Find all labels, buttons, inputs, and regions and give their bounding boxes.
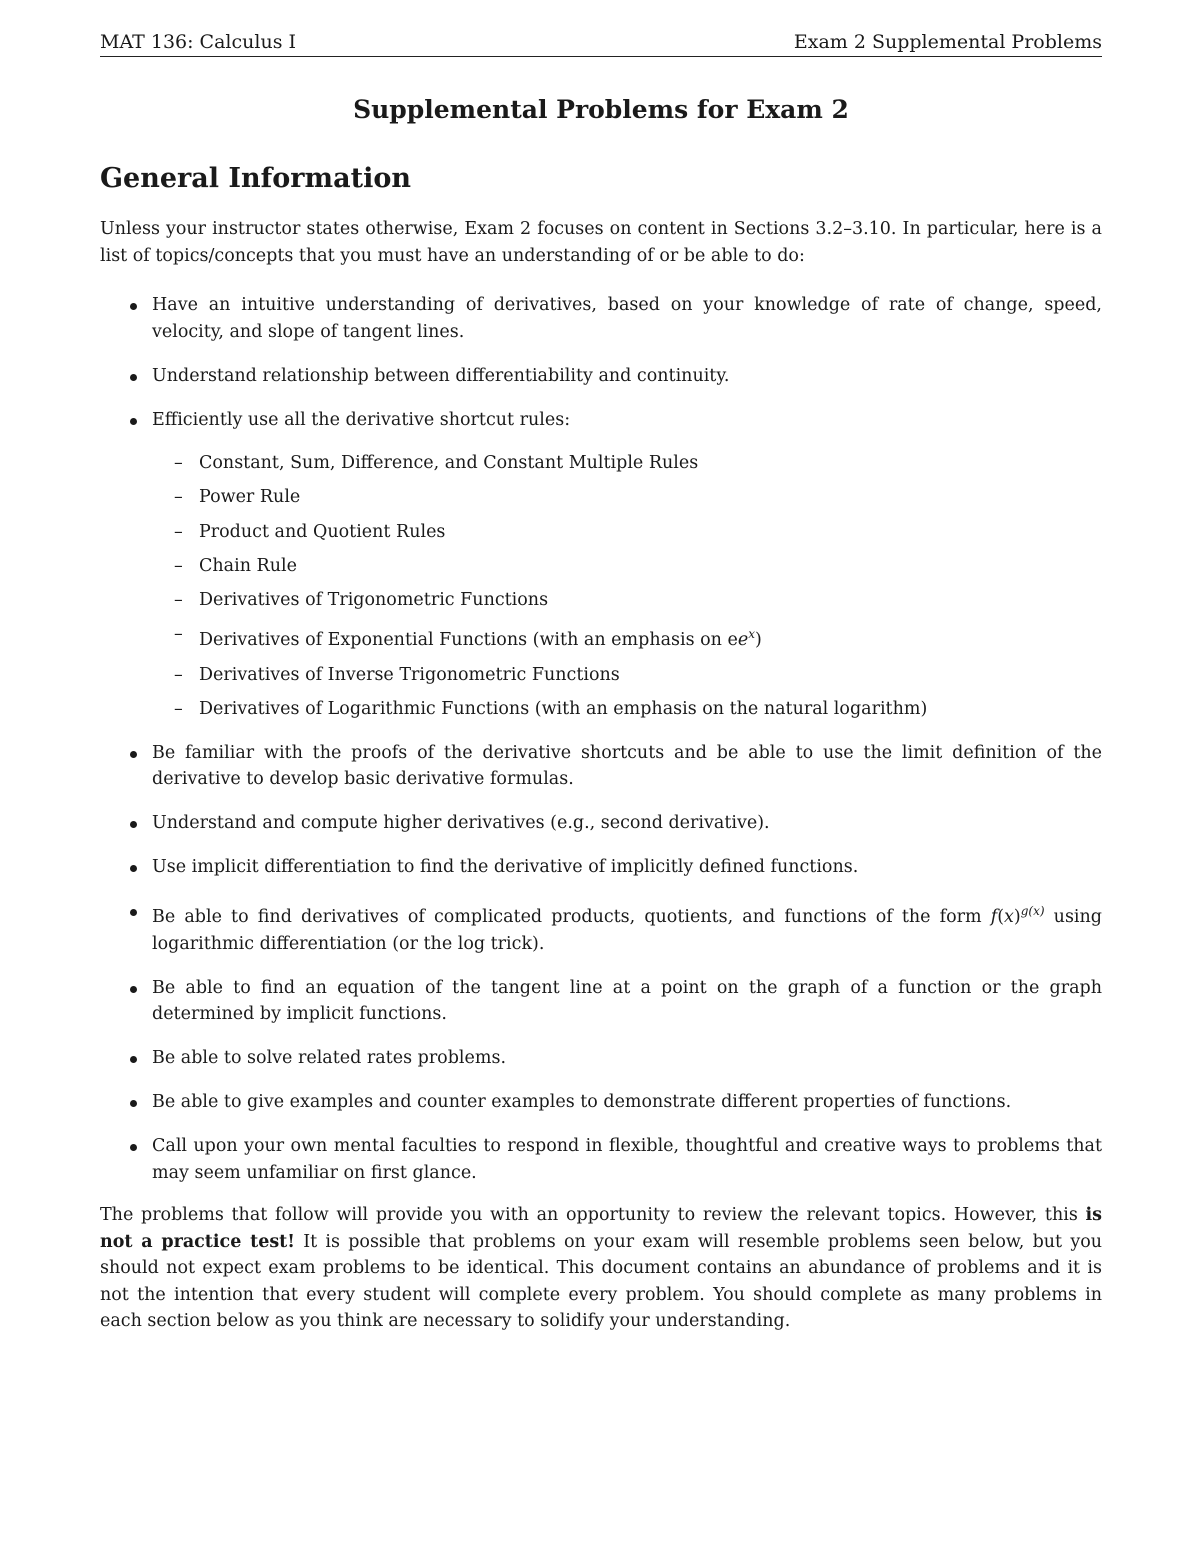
rule-item	[152, 484, 1102, 511]
log-diff-after: using logarithmic differentiation (or the log trick).	[152, 907, 1102, 954]
bullet-icon	[130, 303, 137, 310]
rule-item	[152, 696, 1102, 723]
closing-paragraph	[100, 1202, 1102, 1335]
outro-emphasis: is not a practice test!	[100, 1205, 1102, 1252]
bullet-icon	[130, 1056, 137, 1063]
outro-part2: It is possible that problems on your exam will resemble problems seen below, but you should not expect exam problems to be identical. This document contains an abundance of problems and it is not the intention that every student will complete every problem. You should complete as many problems in each section below as you think are necessary to solidify your understanding.	[100, 1231, 1103, 1331]
math-lparen: (	[997, 907, 1005, 928]
rule-text: Derivatives of Logarithmic Functions (with an emphasis on the natural logarithm)	[199, 698, 928, 719]
topic-text: Understand relationship between differentiability and continuity.	[152, 365, 730, 386]
rule-text: Power Rule	[199, 487, 301, 508]
intro-paragraph: Unless your instructor states otherwise, Exam 2 focuses on content in Sections 3.2–3.10. In particular, here is a list of topics/concepts that you must have an understanding of or be able to do:	[100, 219, 1102, 266]
dash-icon: –	[174, 698, 183, 719]
rule-text: Derivatives of Trigonometric Functions	[199, 590, 549, 611]
exp-power: x	[748, 627, 756, 642]
topic-text: Use implicit differentiation to find the derivative of implicitly defined functions.	[152, 857, 859, 878]
bullet-icon	[130, 821, 137, 828]
header-doc-title: Exam 2 Supplemental Problems	[793, 31, 1102, 53]
topic-text: Efficiently use all the derivative shortcut rules:	[152, 409, 571, 430]
math-x: x	[1004, 907, 1014, 928]
topic-text-log-differentiation	[152, 904, 1102, 954]
bullet-icon	[130, 909, 137, 916]
exp-base: e	[737, 630, 749, 651]
dash-icon: –	[174, 555, 183, 576]
bullet-icon	[130, 418, 137, 425]
topic-item	[100, 975, 1102, 1028]
bullet-icon	[130, 1144, 137, 1151]
topic-list	[100, 292, 1102, 1204]
shortcut-rules-list	[152, 450, 1102, 722]
dash-icon: –	[174, 453, 183, 473]
dash-icon: –	[174, 487, 183, 508]
dash-icon: –	[174, 590, 183, 611]
rule-item	[152, 621, 1102, 653]
topic-text: Be able to give examples and counter examples to demonstrate different properties of functions.	[152, 1092, 1012, 1113]
rule-item	[152, 519, 1102, 546]
rule-text: Product and Quotient Rules	[199, 521, 446, 542]
bullet-icon	[130, 751, 137, 758]
math-f: f	[990, 907, 998, 928]
topic-item	[100, 740, 1102, 793]
bullet-icon	[130, 1100, 137, 1107]
topic-text: Be able to find an equation of the tangent line at a point on the graph of a function or the graph determined by implicit functions.	[152, 977, 1102, 1025]
topic-item	[100, 292, 1102, 345]
rule-item	[152, 662, 1102, 689]
rule-text: Derivatives of Inverse Trigonometric Functions	[199, 664, 620, 685]
topic-text: Understand and compute higher derivatives (e.g., second derivative).	[152, 813, 770, 834]
dash-icon: –	[174, 521, 183, 542]
math-rparen: )	[1013, 907, 1021, 928]
topic-item	[100, 1089, 1102, 1116]
header-course: MAT 136: Calculus I	[100, 31, 296, 53]
rule-suffix: )	[755, 630, 762, 651]
running-header	[100, 27, 1102, 57]
topic-text: Be able to solve related rates problems.	[152, 1048, 507, 1069]
section-heading-general-information: General Information	[100, 163, 411, 194]
dash-icon: –	[174, 624, 183, 645]
rule-text: Derivatives of Exponential Functions (with an emphasis on e	[199, 630, 738, 651]
bullet-icon	[130, 374, 137, 381]
rule-item	[152, 450, 1102, 477]
rule-text: Constant, Sum, Difference, and Constant Multiple Rules	[199, 453, 699, 473]
topic-item	[100, 1045, 1102, 1072]
topic-text: Be familiar with the proofs of the derivative shortcuts and be able to use the limit definition of the derivative to develop basic derivative formulas.	[152, 742, 1102, 790]
document-title: Supplemental Problems for Exam 2	[353, 95, 849, 124]
outro-part1: The problems that follow will provide you with an opportunity to review the relevant topics. However, this	[100, 1205, 1086, 1225]
topic-item	[100, 854, 1102, 881]
math-exponent: g(x)	[1020, 904, 1045, 919]
topic-item	[100, 810, 1102, 837]
bullet-icon	[130, 865, 137, 872]
bullet-icon	[130, 986, 137, 993]
rule-item	[152, 587, 1102, 614]
rule-item	[152, 553, 1102, 580]
topic-text: Call upon your own mental faculties to respond in flexible, thoughtful and creative ways to problems that may seem unfamiliar on first glance.	[152, 1136, 1102, 1183]
dash-icon: –	[174, 664, 183, 685]
topic-item	[100, 898, 1102, 957]
topic-item	[100, 1133, 1102, 1186]
topic-item	[100, 407, 1102, 723]
rule-text: Chain Rule	[199, 555, 297, 576]
log-diff-before: Be able to find derivatives of complicated products, quotients, and functions of the form	[152, 907, 991, 928]
topic-item	[100, 363, 1102, 390]
topic-text: Have an intuitive understanding of derivatives, based on your knowledge of rate of change, speed, velocity, and slope of tangent lines.	[152, 295, 1102, 342]
